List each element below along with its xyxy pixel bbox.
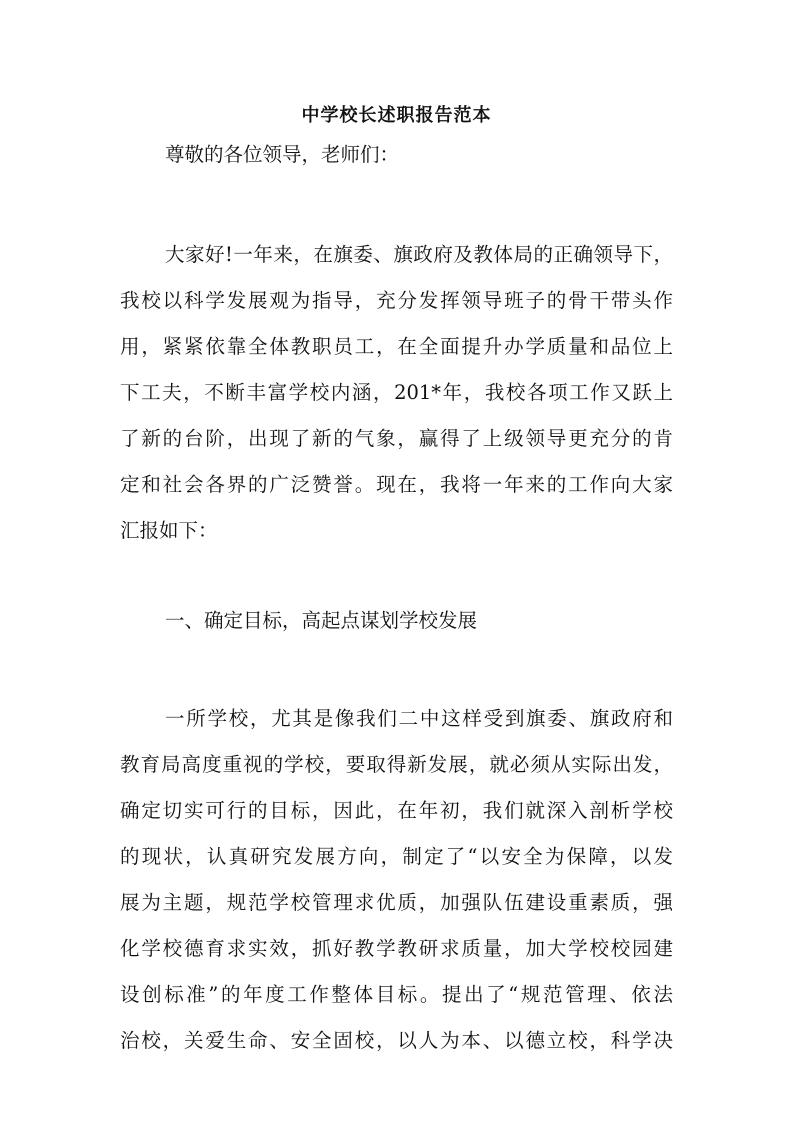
document-title: 中学校长述职报告范本 xyxy=(301,105,492,126)
paragraph1-line-5: 了新的台阶，出现了新的气象，赢得了上级领导更充分的肯 xyxy=(120,427,673,450)
section-heading-1: 一、确定目标，高起点谋划学校发展 xyxy=(165,609,478,632)
paragraph2-line-2: 教育局高度重视的学校，要取得新发展，就必须从实际出发， xyxy=(120,753,673,776)
paragraph1-line-7: 汇报如下： xyxy=(120,519,218,542)
paragraph2-line-4: 的现状，认真研究发展方向，制定了“以安全为保障，以发 xyxy=(120,845,673,868)
paragraph2-line-8: 治校，关爱生命、安全固校，以人为本、以德立校，科学决 xyxy=(120,1029,673,1052)
salutation: 尊敬的各位领导，老师们： xyxy=(165,143,400,166)
paragraph2-line-1: 一所学校，尤其是像我们二中这样受到旗委、旗政府和 xyxy=(165,707,673,730)
paragraph1-line-1: 大家好!一年来，在旗委、旗政府及教体局的正确领导下， xyxy=(165,243,673,266)
paragraph1-line-3: 用，紧紧依靠全体教职员工，在全面提升办学质量和品位上 xyxy=(120,335,673,358)
paragraph1-line-2: 我校以科学发展观为指导，充分发挥领导班子的骨干带头作 xyxy=(120,289,673,312)
paragraph2-line-5: 展为主题，规范学校管理求优质，加强队伍建设重素质，强 xyxy=(120,891,673,914)
paragraph1-line-4: 下工夫，不断丰富学校内涵，201*年，我校各项工作又跃上 xyxy=(120,381,673,404)
paragraph2-line-3: 确定切实可行的目标，因此，在年初，我们就深入剖析学校 xyxy=(120,799,673,822)
paragraph2-line-6: 化学校德育求实效，抓好教学教研求质量，加大学校校园建 xyxy=(120,937,673,960)
paragraph1-line-6: 定和社会各界的广泛赞誉。现在，我将一年来的工作向大家 xyxy=(120,473,673,496)
paragraph2-line-7: 设创标准”的年度工作整体目标。提出了“规范管理、依法 xyxy=(120,983,673,1006)
